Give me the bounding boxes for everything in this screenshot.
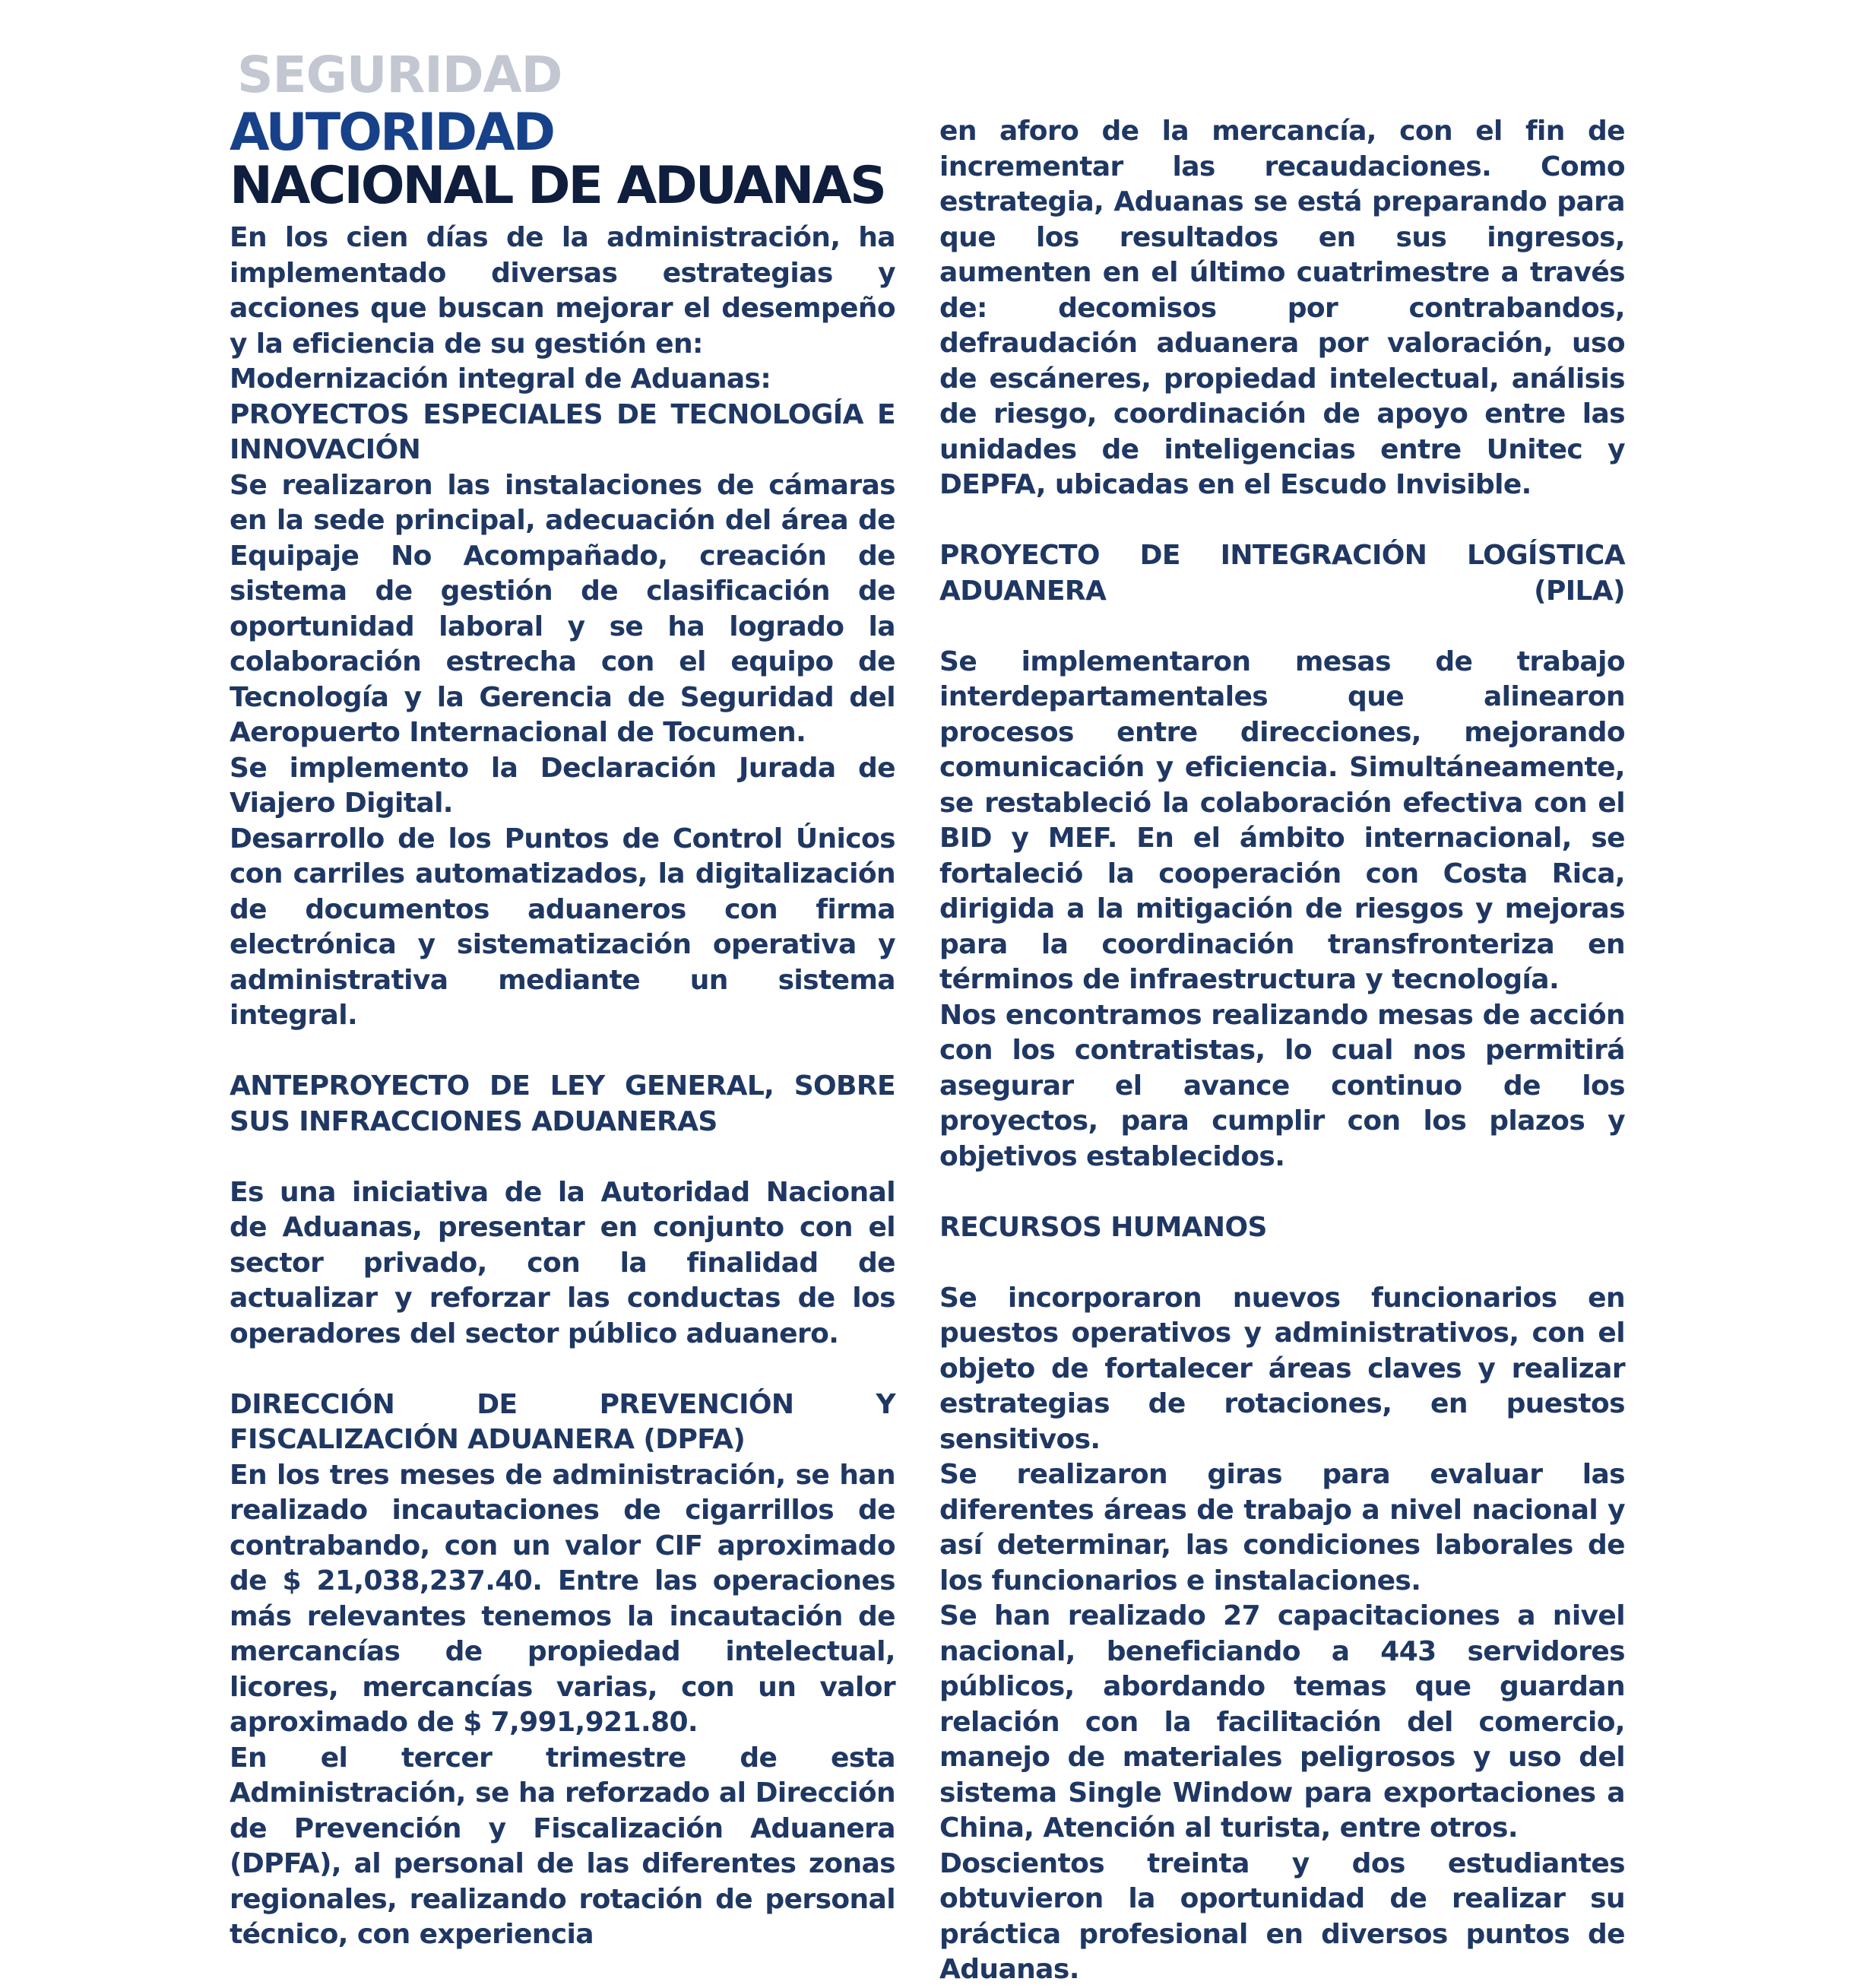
left-column xyxy=(230,220,895,1953)
paragraph-tecnologia-1: Se realizaron las instalaciones de cámaras en la sede principal, adecuación del área de Equipaje No Acompañado, creación de sistema de gestión de clasificación de oportunidad laboral y se ha logrado la colaboración estrecha con el equipo de Tecnología y la Gerencia de Seguridad del Aeropuerto Internacional de Tocumen. xyxy=(230,469,895,748)
intro-subtitle: Modernización integral de Aduanas: xyxy=(230,363,771,395)
paragraph-anteproyecto-1: Es una iniciativa de la Autoridad Nacional de Aduanas, presentar en conjunto con el sector privado, con la finalidad de actualizar y reforzar las conductas de los operadores del sector público aduanero. xyxy=(230,1176,895,1349)
paragraph-pila-2: Nos encontramos realizando mesas de acción con los contratistas, lo cual nos permitirá asegurar el avance continuo de los proyectos, para cumplir con los plazos y objetivos establecidos. xyxy=(939,999,1625,1172)
spacer xyxy=(230,1352,895,1387)
section-heading-tecnologia: PROYECTOS ESPECIALES DE TECNOLOGÍA E INNOVACIÓN xyxy=(230,398,895,465)
section-heading-dpfa: DIRECCIÓN DE PREVENCIÓN Y FISCALIZACIÓN ADUANERA (DPFA) xyxy=(230,1388,895,1455)
paragraph-pila-1: Se implementaron mesas de trabajo interdepartamentales que alinearon procesos entre direcciones, mejorando comunicación y eficiencia. Simultáneamente, se restableció la colaboración efectiva con el BID y MEF. En el ámbito internacional, se fortaleció la cooperación con Costa Rica, dirigida a la mitigación de riesgos y mejoras para la coordinación transfronteriza en términos de infraestructura y tecnología. xyxy=(939,645,1625,995)
paragraph-dpfa-1: En los tres meses de administración, se han realizado incautaciones de cigarrillos de contrabando, con un valor CIF aproximado de $ 21,038,237.40. Entre las operaciones más relevantes tenemos la incautación de mercancías de propiedad intelectual, licores, mercancías varias, con un valor aproximado de $ 7,991,921.80. xyxy=(230,1459,895,1738)
spacer xyxy=(230,1140,895,1175)
paragraph-rrhh-1: Se incorporaron nuevos funcionarios en puestos operativos y administrativos, con el objeto de fortalecer áreas claves y realizar estrategias de rotaciones, en puestos sensitivos. xyxy=(939,1282,1625,1455)
paragraph-rrhh-2: Se realizaron giras para evaluar las diferentes áreas de trabajo a nivel nacional y así determinar, las condiciones laborales de los funcionarios e instalaciones. xyxy=(939,1459,1625,1596)
section-heading-anteproyecto: ANTEPROYECTO DE LEY GENERAL, SOBRE SUS INFRACCIONES ADUANERAS xyxy=(230,1070,895,1137)
page-title-line-2: NACIONAL DE ADUANAS xyxy=(230,156,885,216)
section-heading-rrhh: RECURSOS HUMANOS xyxy=(939,1211,1267,1243)
right-column xyxy=(939,114,1625,1988)
paragraph-rrhh-4: Doscientos treinta y dos estudiantes obtuvieron la oportunidad de realizar su práctica profesional en diversos puntos de Aduanas. xyxy=(939,1847,1625,1985)
section-kicker: SEGURIDAD xyxy=(237,46,562,104)
spacer xyxy=(939,1245,1625,1281)
spacer xyxy=(939,503,1625,539)
page-title xyxy=(230,103,885,216)
spacer xyxy=(230,1034,895,1070)
paragraph-rrhh-3: Se han realizado 27 capacitaciones a nivel nacional, beneficiando a 443 servidores públicos, abordando temas que guardan relación con la facilitación del comercio, manejo de materiales peligrosos y uso del sistema Single Window para exportaciones a China, Atención al turista, entre otros. xyxy=(939,1600,1625,1844)
paragraph-continuation: en aforo de la mercancía, con el fin de incrementar las recaudaciones. Como estrategia, Aduanas se está preparando para que los resultados en sus ingresos, aumenten en el último cuatrimestre a través de: decomisos por contrabandos, defraudación aduanera por valoración, uso de escáneres, propiedad intelectual, análisis de riesgo, coordinación de apoyo entre las unidades de inteligencias entre Unitec y DEPFA, ubicadas en el Escudo Invisible. xyxy=(939,116,1625,500)
paragraph-tecnologia-3: Desarrollo de los Puntos de Control Únicos con carriles automatizados, la digitalización de documentos aduaneros con firma electrónica y sistematización operativa y administrativa mediante un sistema integral. xyxy=(230,823,895,1031)
spacer xyxy=(939,609,1625,645)
paragraph-tecnologia-2: Se implemento la Declaración Jurada de Viajero Digital. xyxy=(230,752,895,819)
spacer xyxy=(939,1175,1625,1210)
page-title-line-1: AUTORIDAD xyxy=(230,103,554,163)
intro-paragraph: En los cien días de la administración, ha implementado diversas estrategias y acciones que buscan mejorar el desempeño y la eficiencia de su gestión en: xyxy=(230,222,895,360)
paragraph-dpfa-2: En el tercer trimestre de esta Administración, se ha reforzado al Dirección de Prevención y Fiscalización Aduanera (DPFA), al personal de las diferentes zonas regionales, realizando rotación de personal técnico, con experiencia xyxy=(230,1742,895,1950)
section-heading-pila: PROYECTO DE INTEGRACIÓN LOGÍSTICA ADUANERA (PILA) xyxy=(939,540,1625,607)
